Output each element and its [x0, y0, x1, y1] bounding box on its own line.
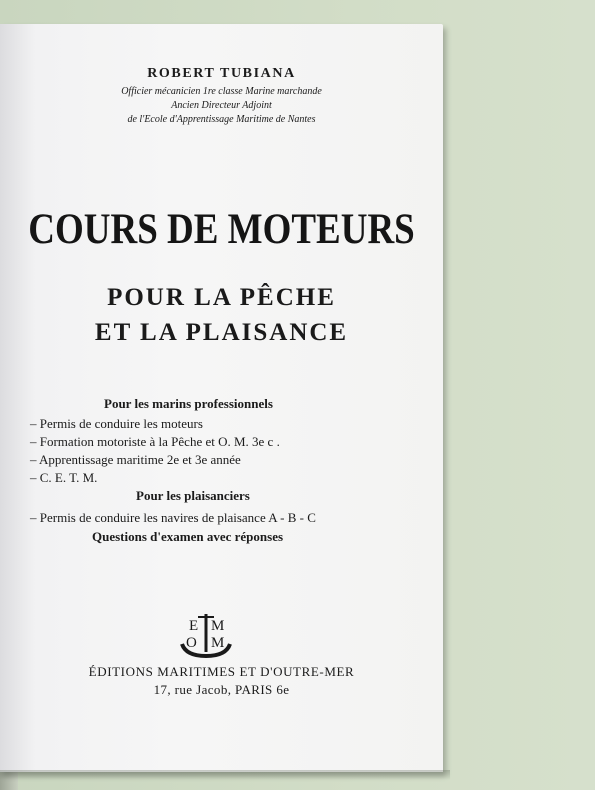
author-name: ROBERT TUBIANA: [147, 66, 296, 81]
section-heading-questions: Questions d'examen avec réponses: [92, 529, 284, 544]
author-credential-1: Officier mécanicien 1re classe Marine marchande: [121, 86, 322, 97]
author-credential-2: Ancien Directeur Adjoint: [171, 100, 272, 111]
page-shadow: [0, 770, 450, 780]
publisher-address: 17, rue Jacob, PARIS 6e: [153, 682, 290, 697]
section-heading-pleasure: Pour les plaisanciers: [136, 488, 250, 503]
list-item: – Permis de conduire les moteurs: [30, 416, 203, 431]
list-item: – Formation motoriste à la Pêche et O. M. 3e c .: [30, 434, 280, 449]
svg-text:M: M: [211, 618, 225, 634]
list-item: – Permis de conduire les navires de plaisance A - B - C: [30, 510, 316, 525]
section-heading-professionals: Pour les marins professionnels: [104, 396, 273, 411]
list-item: – C. E. T. M.: [30, 470, 98, 485]
publisher-name: ÉDITIONS MARITIMES ET D'OUTRE-MER: [88, 664, 355, 679]
list-item: – Apprentissage maritime 2e et 3e année: [30, 452, 241, 467]
author-credential-3: de l'Ecole d'Apprentissage Maritime de Nantes: [127, 114, 316, 125]
book-title: COURS DE MOTEURS: [28, 205, 415, 254]
svg-text:E: E: [189, 618, 199, 634]
book-subtitle-line2: ET LA PLAISANCE: [94, 319, 349, 346]
svg-text:O: O: [186, 635, 197, 651]
publisher-anchor-logo-icon: [178, 612, 234, 660]
svg-text:M: M: [211, 635, 225, 651]
book-subtitle-line1: POUR LA PÊCHE: [107, 284, 336, 311]
